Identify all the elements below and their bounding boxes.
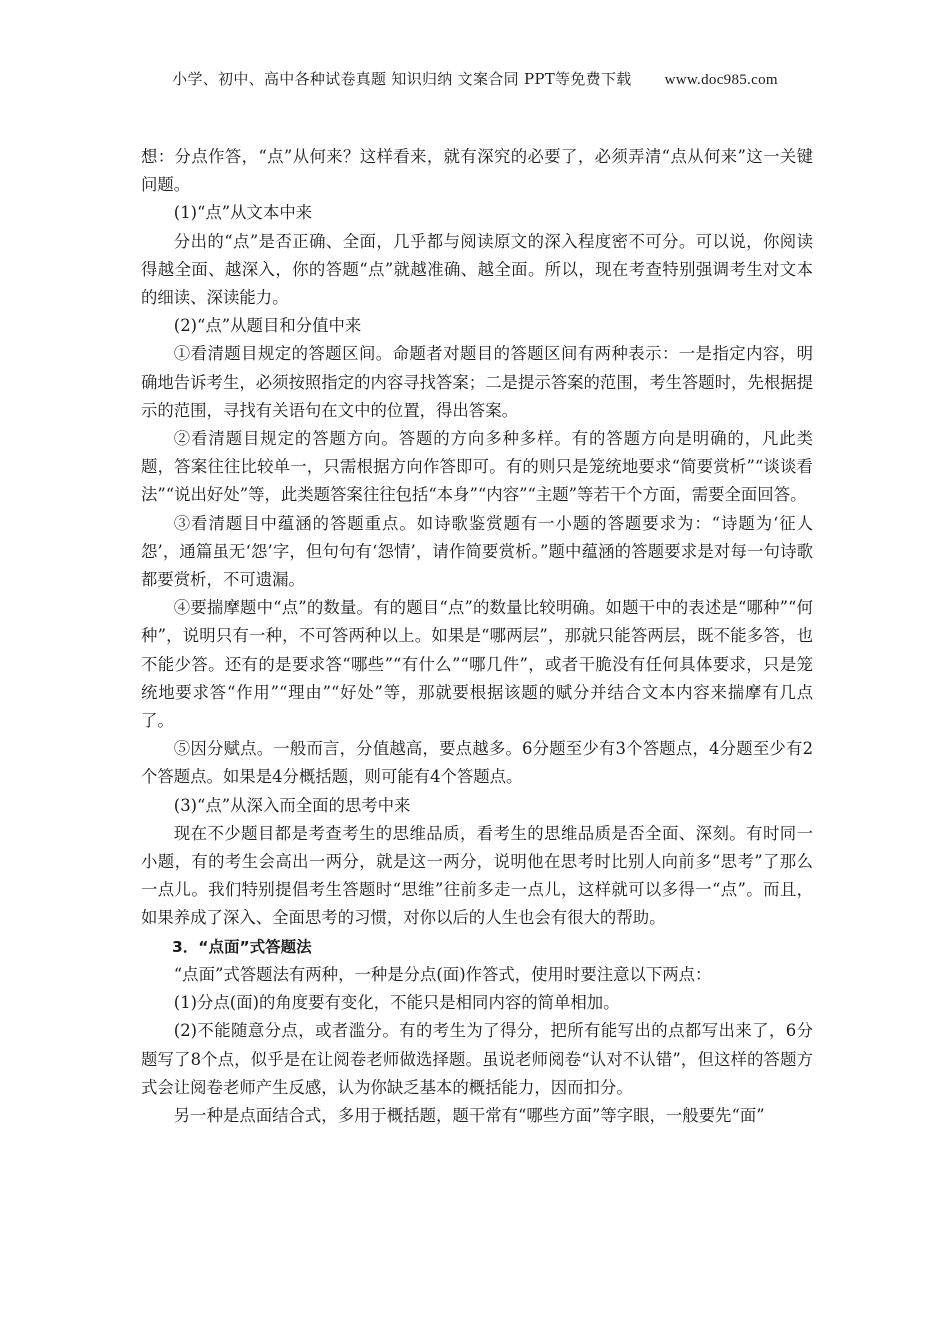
header-title: 小学、初中、高中各种试卷真题 知识归纳 文案合同 PPT等免费下载 bbox=[172, 70, 632, 88]
paragraph: ②看清题目规定的答题方向。答题的方向多种多样。有的答题方向是明确的，凡此类题，答案往往比较单一，只需根据方向作答即可。有的则只是笼统地要求“简要赏析”“谈谈看法”“说出好处”等，此类题答案往往包括“本身”“内容”“主题”等若干个方面，需要全面回答。 bbox=[141, 429, 813, 505]
paragraph: 另一种是点面结合式，多用于概括题，题干常有“哪些方面”等字眼，一般要先“面” bbox=[173, 1105, 765, 1125]
paragraph: 分出的“点”是否正确、全面，几乎都与阅读原文的深入程度密不可分。可以说，你阅读得越全面、越深入，你的答题“点”就越准确、越全面。所以，现在考查特别强调考生对文本的细读、深读能力。 bbox=[141, 231, 813, 308]
paragraph: (2)不能随意分点，或者滥分。有的考生为了得分，把所有能写出的点都写出来了，6分题写了8个点，似乎是在让阅卷老师做选择题。虽说老师阅卷“认对不认错”，但这样的答题方式会让阅卷老师产生反感，认为你缺乏基本的概括能力，因而扣分。 bbox=[141, 1021, 813, 1097]
paragraph: ⑤因分赋点。一般而言，分值越高，要点越多。6分题至少有3个答题点，4分题至少有2个答题点。如果是4分概括题，则可能有4个答题点。 bbox=[141, 739, 813, 787]
subheading-from-thinking: (3)“点”从深入而全面的思考中来 bbox=[173, 795, 411, 815]
document-body bbox=[141, 143, 813, 1130]
page-header bbox=[0, 68, 950, 89]
paragraph: ④要揣摩题中“点”的数量。有的题目“点”的数量比较明确。如题干中的表述是“哪种”“何种”，说明只有一种，不可答两种以上。如果是“哪两层”，那就只能答两层，既不能多答，也不能少答。还有的是要求答“哪些”“有什么”“哪几件”，或者干脆没有任何具体要求，只是笼统地要求答“作用”“理由”“好处”等，那就要根据该题的赋分并结合文本内容来揣摩有几点了。 bbox=[141, 598, 813, 731]
paragraph: (1)分点(面)的角度要有变化，不能只是相同内容的简单相加。 bbox=[173, 993, 620, 1013]
section-heading: 3．“点面”式答题法 bbox=[172, 937, 312, 956]
header-site-url: www.doc985.com bbox=[664, 72, 778, 88]
paragraph: ①看清题目规定的答题区间。命题者对题目的答题区间有两种表示：一是指定内容，明确地告诉考生，必须按照指定的内容寻找答案；二是提示答案的范围，考生答题时，先根据提示的范围，寻找有关语句在文中的位置，得出答案。 bbox=[141, 344, 814, 420]
paragraph: 现在不少题目都是考查考生的思维品质，看考生的思维品质是否全面、深刻。有时同一小题，有的考生会高出一两分，就是这一两分，说明他在思考时比别人向前多“思考”了那么一点儿。我们特别提倡考生答题时“思维”往前多走一点儿，这样就可以多得一“点”。而且，如果养成了深入、全面思考的习惯，对你以后的人生也会有很大的帮助。 bbox=[141, 823, 813, 928]
subheading-from-question: (2)“点”从题目和分值中来 bbox=[173, 316, 362, 336]
paragraph-continuation: 想：分点作答，“点”从何来？这样看来，就有深究的必要了，必须弄清“点从何来”这一关键问题。 bbox=[141, 147, 813, 195]
paragraph: “点面”式答题法有两种，一种是分点(面)作答式，使用时要注意以下两点： bbox=[173, 964, 712, 984]
paragraph: ③看清题目中蕴涵的答题重点。如诗歌鉴赏题有一小题的答题要求为：“诗题为‘征人怨’，通篇虽无‘怨’字，但句句有‘怨情’，请作简要赏析。”题中蕴涵的答题要求是对每一句诗歌都要赏析，不可遗漏。 bbox=[141, 513, 813, 590]
subheading-from-text: (1)“点”从文本中来 bbox=[173, 203, 313, 223]
